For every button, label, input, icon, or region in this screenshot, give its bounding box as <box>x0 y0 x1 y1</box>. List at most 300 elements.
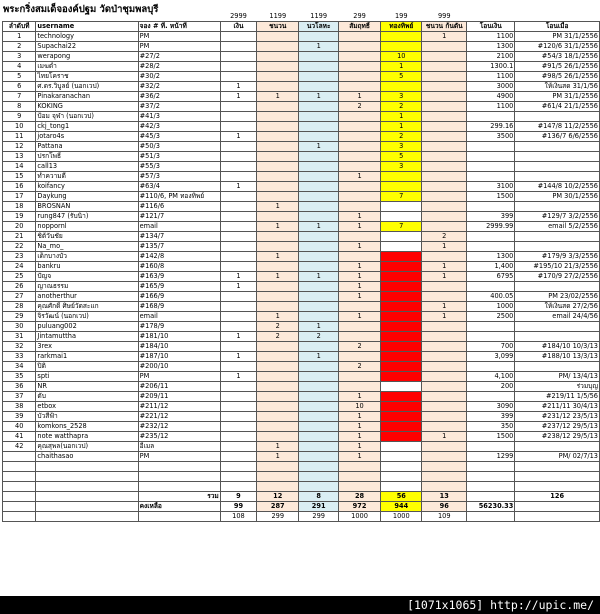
table-cell <box>338 52 380 62</box>
table-cell: PM 30/1/2556 <box>515 192 600 202</box>
table-cell <box>422 122 467 132</box>
table-cell <box>381 322 422 332</box>
table-cell <box>338 252 380 262</box>
table-cell: 299.16 <box>467 122 515 132</box>
table-row <box>3 362 600 372</box>
table-row <box>3 232 600 242</box>
table-cell: 11 <box>3 132 36 142</box>
table-cell: 3500 <box>467 132 515 142</box>
table-cell: #211/12 <box>138 402 220 412</box>
table-cell: 10 <box>338 402 380 412</box>
sheet-title: พระกริ่งสมเด็จองค์ปฐม วัดป่าชุมพลบุรี <box>3 4 159 15</box>
column-header: โอนเงิน <box>467 22 515 32</box>
stock-cell: 109 <box>422 512 467 522</box>
table-cell: ญาณธรรม <box>36 282 138 292</box>
table-cell <box>422 212 467 222</box>
table-cell: #235/12 <box>138 432 220 442</box>
table-cell: 1 <box>338 292 380 302</box>
table-cell <box>257 162 299 172</box>
price-row <box>3 12 600 22</box>
table-cell: PM <box>138 452 220 462</box>
table-cell <box>3 452 36 462</box>
table-cell <box>515 172 600 182</box>
table-row <box>3 42 600 52</box>
table-cell <box>381 292 422 302</box>
table-cell <box>220 422 256 432</box>
table-cell <box>338 112 380 122</box>
table-cell: 37 <box>3 392 36 402</box>
table-cell <box>381 452 422 462</box>
table-cell: rung847 (รับนิ่า) <box>36 212 138 222</box>
table-cell: 31 <box>3 332 36 342</box>
table-cell <box>422 152 467 162</box>
table-cell <box>422 202 467 212</box>
table-cell <box>257 242 299 252</box>
table-cell: #91/5 26/1/2556 <box>515 62 600 72</box>
table-cell: 16 <box>3 182 36 192</box>
table-cell <box>299 262 339 272</box>
table-cell: 6 <box>3 82 36 92</box>
table-cell: Pinakaranachan <box>36 92 138 102</box>
table-cell <box>220 262 256 272</box>
table-cell: #231/12 23/5/13 <box>515 412 600 422</box>
table-cell: 2 <box>338 342 380 352</box>
table-cell: จิรวัฒน์ (นอกเวป) <box>36 312 138 322</box>
table-cell <box>338 142 380 152</box>
table-cell: #166/9 <box>138 292 220 302</box>
table-cell: 2 <box>381 102 422 112</box>
table-cell <box>299 202 339 212</box>
table-cell <box>299 462 339 472</box>
table-cell: 2 <box>338 102 380 112</box>
table-cell: 3 <box>381 162 422 172</box>
table-cell: 19 <box>3 212 36 222</box>
table-cell <box>220 102 256 112</box>
total-cell: 28 <box>338 492 380 502</box>
table-cell <box>381 32 422 42</box>
table-cell: rarkmai1 <box>36 352 138 362</box>
table-cell: 1 <box>422 242 467 252</box>
total-cell: 13 <box>422 492 467 502</box>
table-cell <box>220 212 256 222</box>
table-cell <box>422 332 467 342</box>
table-cell: #57/3 <box>138 172 220 182</box>
table-cell: 1 <box>299 142 339 152</box>
table-cell: 13 <box>3 152 36 162</box>
table-cell <box>257 82 299 92</box>
table-cell: 1300 <box>467 42 515 52</box>
table-cell: 1 <box>338 412 380 422</box>
table-cell: 1 <box>220 182 256 192</box>
table-cell <box>257 382 299 392</box>
table-cell <box>220 72 256 82</box>
table-cell: 14 <box>3 162 36 172</box>
table-cell: 1 <box>422 32 467 42</box>
table-cell: PM/ 13/4/13 <box>515 372 600 382</box>
table-cell <box>381 202 422 212</box>
remaining-cell: 944 <box>381 502 422 512</box>
table-cell <box>299 442 339 452</box>
table-cell: #188/10 13/3/13 <box>515 352 600 362</box>
column-header: ชนวน <box>257 22 299 32</box>
table-row <box>3 172 600 182</box>
table-cell: 1000 <box>467 302 515 312</box>
table-cell <box>220 42 256 52</box>
table-cell <box>257 372 299 382</box>
table-cell: #30/2 <box>138 72 220 82</box>
table-cell <box>220 342 256 352</box>
table-cell: 6795 <box>467 272 515 282</box>
table-row <box>3 122 600 132</box>
total-cell: 56 <box>381 492 422 502</box>
blank-cell <box>467 512 515 522</box>
table-cell <box>515 362 600 372</box>
table-cell: chaithasao <box>36 452 138 462</box>
table-cell <box>422 192 467 202</box>
table-cell: BROSNAN <box>36 202 138 212</box>
table-row <box>3 432 600 442</box>
table-cell <box>138 482 220 492</box>
table-cell <box>220 252 256 262</box>
table-cell <box>257 292 299 302</box>
blank-cell <box>36 492 138 502</box>
table-cell: #206/11 <box>138 382 220 392</box>
table-row <box>3 92 600 102</box>
table-cell: 1 <box>381 122 422 132</box>
table-cell: 1 <box>299 222 339 232</box>
total-row <box>3 492 600 502</box>
table-cell <box>299 52 339 62</box>
table-cell <box>338 132 380 142</box>
table-cell <box>338 472 380 482</box>
table-row <box>3 112 600 122</box>
table-cell <box>257 172 299 182</box>
table-cell <box>220 382 256 392</box>
table-cell: คุณสุพล(นอกเวป) <box>36 442 138 452</box>
table-cell: 1300 <box>467 252 515 262</box>
remaining-cell: 291 <box>299 502 339 512</box>
table-cell: #51/3 <box>138 152 220 162</box>
stock-cell: 299 <box>257 512 299 522</box>
table-cell: #168/9 <box>138 302 220 312</box>
table-cell <box>338 322 380 332</box>
table-cell: 9 <box>3 112 36 122</box>
table-cell: 1 <box>338 422 380 432</box>
price-cell: 999 <box>437 12 451 20</box>
table-cell: 2999.99 <box>467 222 515 232</box>
table-cell: #181/10 <box>138 332 220 342</box>
table-cell <box>220 402 256 412</box>
table-cell: ให้เงินสด 31/1/56 <box>515 82 600 92</box>
table-cell <box>299 162 339 172</box>
table-cell <box>381 282 422 292</box>
table-cell <box>138 462 220 472</box>
column-header: จอง # ที่. หน้าที่ <box>138 22 220 32</box>
table-cell: 1 <box>299 92 339 102</box>
column-header: เงิน <box>220 22 256 32</box>
table-cell: 1 <box>257 202 299 212</box>
table-cell: PM 31/1/2556 <box>515 32 600 42</box>
table-cell <box>257 152 299 162</box>
table-cell: 1 <box>220 332 256 342</box>
table-cell: anotherthur <box>36 292 138 302</box>
table-cell: 36 <box>3 382 36 392</box>
table-cell <box>3 462 36 472</box>
table-cell: call13 <box>36 162 138 172</box>
table-cell: #135/7 <box>138 242 220 252</box>
table-cell <box>257 232 299 242</box>
table-cell: 3000 <box>467 82 515 92</box>
table-row <box>3 352 600 362</box>
table-cell: #209/11 <box>138 392 220 402</box>
blank-cell <box>36 512 138 522</box>
table-cell <box>220 462 256 472</box>
table-cell: Jintamuttha <box>36 332 138 342</box>
table-cell: 1 <box>338 442 380 452</box>
table-row <box>3 332 600 342</box>
table-cell <box>299 372 339 382</box>
table-cell <box>299 402 339 412</box>
table-cell <box>257 482 299 492</box>
table-cell: 27 <box>3 292 36 302</box>
table-row <box>3 32 600 42</box>
column-header: โอนเมื่อ <box>515 22 600 32</box>
table-cell <box>220 152 256 162</box>
table-cell: 2 <box>422 232 467 242</box>
table-cell <box>257 422 299 432</box>
table-cell: #116/6 <box>138 202 220 212</box>
table-cell <box>381 212 422 222</box>
table-cell <box>422 162 467 172</box>
table-cell <box>257 52 299 62</box>
table-cell: 26 <box>3 282 36 292</box>
table-cell: 33 <box>3 352 36 362</box>
table-cell: #160/8 <box>138 262 220 272</box>
table-cell: #184/10 10/3/13 <box>515 342 600 352</box>
table-cell <box>422 92 467 102</box>
table-cell: 1 <box>338 212 380 222</box>
table-cell: 3,099 <box>467 352 515 362</box>
table-cell <box>220 122 256 132</box>
table-cell <box>381 332 422 342</box>
table-cell <box>220 442 256 452</box>
table-cell <box>422 222 467 232</box>
table-cell <box>338 372 380 382</box>
table-cell <box>338 352 380 362</box>
table-cell: 21 <box>3 232 36 242</box>
table-cell <box>422 282 467 292</box>
blank-cell <box>515 12 600 22</box>
column-header: ชนวน ก้นตัน <box>422 22 467 32</box>
remaining-cell: 96 <box>422 502 467 512</box>
table-cell <box>422 342 467 352</box>
table-cell <box>257 72 299 82</box>
table-cell: 1 <box>257 252 299 262</box>
table-cell: 2 <box>338 362 380 372</box>
table-cell: 700 <box>467 342 515 352</box>
table-cell <box>220 192 256 202</box>
table-cell <box>338 462 380 472</box>
table-cell: #238/12 29/5/13 <box>515 432 600 442</box>
table-cell <box>422 82 467 92</box>
table-cell <box>515 202 600 212</box>
table-cell: 30 <box>3 322 36 332</box>
table-cell: #54/3 18/1/2556 <box>515 52 600 62</box>
table-cell <box>381 402 422 412</box>
table-cell <box>220 322 256 332</box>
table-cell: 1 <box>299 352 339 362</box>
table-cell <box>138 472 220 482</box>
table-cell: 12 <box>3 142 36 152</box>
table-cell: #165/9 <box>138 282 220 292</box>
table-cell <box>257 462 299 472</box>
table-cell: 1 <box>338 452 380 462</box>
table-cell <box>422 132 467 142</box>
stock-cell: 299 <box>299 512 339 522</box>
table-cell: 1 <box>381 112 422 122</box>
table-cell <box>515 482 600 492</box>
column-header: สัมฤทธิ์ <box>338 22 380 32</box>
table-cell: 1 <box>338 242 380 252</box>
table-cell <box>422 62 467 72</box>
table-cell <box>515 232 600 242</box>
table-cell: #110/6, PM ทองทิพย์ <box>138 192 220 202</box>
table-cell <box>257 402 299 412</box>
table-cell <box>467 142 515 152</box>
table-cell: technology <box>36 32 138 42</box>
table-cell <box>257 62 299 72</box>
table-cell <box>220 362 256 372</box>
table-cell: note watthapra <box>36 432 138 442</box>
table-cell <box>299 342 339 352</box>
table-cell: werapong <box>36 52 138 62</box>
table-cell <box>422 172 467 182</box>
table-row <box>3 192 600 202</box>
table-cell: 7 <box>381 192 422 202</box>
table-cell: 1 <box>257 272 299 282</box>
header-row <box>3 22 600 32</box>
stock-cell: 1000 <box>338 512 380 522</box>
table-cell <box>381 412 422 422</box>
table-cell: 1 <box>220 132 256 142</box>
table-cell: NR <box>36 382 138 392</box>
table-cell <box>422 252 467 262</box>
table-cell <box>3 482 36 492</box>
table-cell <box>422 52 467 62</box>
table-cell <box>381 252 422 262</box>
table-cell <box>257 302 299 312</box>
table-cell: 7 <box>3 92 36 102</box>
table-cell <box>220 472 256 482</box>
table-cell <box>467 242 515 252</box>
table-cell <box>381 422 422 432</box>
table-cell <box>467 332 515 342</box>
table-cell: #28/2 <box>138 62 220 72</box>
table-cell <box>515 442 600 452</box>
table-cell <box>422 472 467 482</box>
table-cell: 1300.1 <box>467 62 515 72</box>
table-cell: koifancy <box>36 182 138 192</box>
blank-cell <box>3 12 36 22</box>
table-cell: 1 <box>257 452 299 462</box>
remaining-cell: 287 <box>257 502 299 512</box>
table-cell: 1 <box>220 82 256 92</box>
table-cell <box>299 192 339 202</box>
table-cell: #195/10 21/3/2556 <box>515 262 600 272</box>
stock-cell: 108 <box>220 512 256 522</box>
table-cell: 200 <box>467 382 515 392</box>
table-cell: #55/3 <box>138 162 220 172</box>
table-cell: #63/4 <box>138 182 220 192</box>
table-cell <box>381 432 422 442</box>
table-cell <box>220 52 256 62</box>
table-cell <box>257 392 299 402</box>
table-cell: 1 <box>257 92 299 102</box>
table-cell: ปิติ <box>36 362 138 372</box>
table-cell: 1 <box>299 42 339 52</box>
table-cell: PM <box>138 42 220 52</box>
table-cell <box>381 482 422 492</box>
table-row <box>3 202 600 212</box>
table-cell: 24 <box>3 262 36 272</box>
table-cell <box>338 42 380 52</box>
table-cell: #184/10 <box>138 342 220 352</box>
table-cell <box>257 142 299 152</box>
table-cell <box>220 112 256 122</box>
table-cell <box>220 172 256 182</box>
table-cell <box>422 182 467 192</box>
table-row <box>3 402 600 412</box>
table-cell: 2500 <box>467 312 515 322</box>
table-cell <box>220 242 256 252</box>
price-cell: 1199 <box>310 12 328 20</box>
table-cell: 39 <box>3 412 36 422</box>
table-cell: PM <box>138 32 220 42</box>
table-cell: #45/3 <box>138 132 220 142</box>
table-cell <box>338 232 380 242</box>
table-cell: 399 <box>467 212 515 222</box>
table-cell: email 5/2/2556 <box>515 222 600 232</box>
table-cell: 10 <box>3 122 36 132</box>
table-cell <box>515 142 600 152</box>
table-cell <box>422 292 467 302</box>
table-cell <box>515 162 600 172</box>
table-cell <box>257 182 299 192</box>
table-cell <box>467 112 515 122</box>
table-cell <box>338 32 380 42</box>
table-cell <box>422 352 467 362</box>
table-cell <box>299 452 339 462</box>
table-cell: 20 <box>3 222 36 232</box>
table-row <box>3 372 600 382</box>
table-cell <box>299 72 339 82</box>
table-cell <box>299 32 339 42</box>
table-row <box>3 182 600 192</box>
table-cell <box>338 152 380 162</box>
table-cell <box>299 252 339 262</box>
table-cell: 399 <box>467 412 515 422</box>
table-cell: ckj_tong1 <box>36 122 138 132</box>
table-row <box>3 422 600 432</box>
table-cell <box>515 242 600 252</box>
table-cell <box>515 462 600 472</box>
table-cell <box>338 482 380 492</box>
table-cell <box>467 322 515 332</box>
table-cell: 1100 <box>467 102 515 112</box>
total-cell: 12 <box>257 492 299 502</box>
stock-cell: 1000 <box>381 512 422 522</box>
table-cell <box>299 152 339 162</box>
